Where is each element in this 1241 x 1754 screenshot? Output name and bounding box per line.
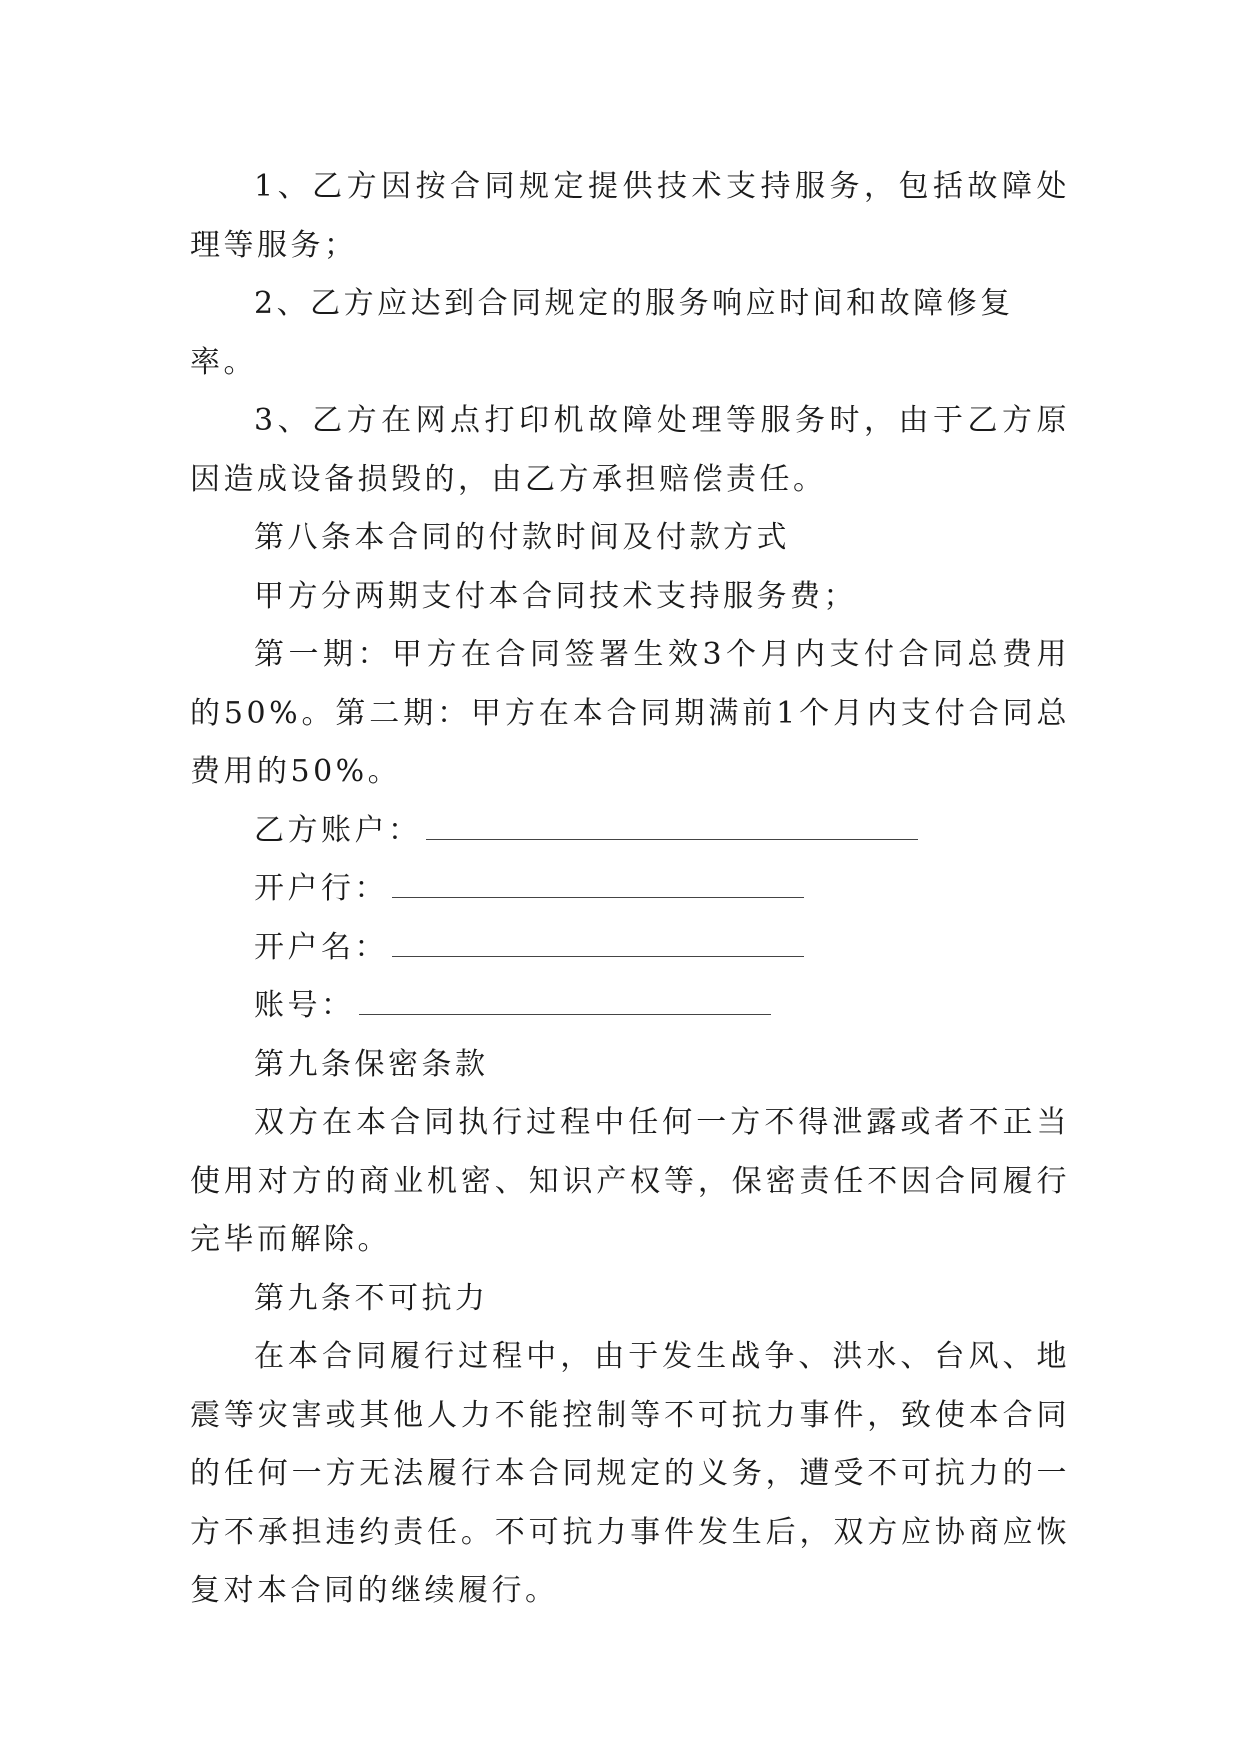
payment-intro: 甲方分两期支付本合同技术支持服务费；	[254, 578, 857, 614]
bank-blank-line[interactable]	[392, 875, 804, 898]
account-number-label: 账号：	[254, 988, 355, 1023]
bank-field	[190, 860, 1070, 919]
account-name-field	[190, 919, 1070, 978]
article-9-force-majeure-heading: 第九条不可抗力	[254, 1280, 489, 1316]
account-number-blank-line[interactable]	[359, 992, 771, 1015]
clause-item-3: 3、乙方在网点打印机故障处理等服务时，由于乙方原因造成设备损毁的，由乙方承担赔偿责任。	[190, 403, 1070, 497]
clause-item-2: 2、乙方应达到合同规定的服务响应时间和故障修复率。	[190, 286, 1014, 380]
clause-item-1: 1、乙方因按合同规定提供技术支持服务，包括故障处理等服务；	[190, 169, 1070, 263]
payment-schedule: 第一期：甲方在合同签署生效3个月内支付合同总费用的50%。第二期：甲方在本合同期满前1个月内支付合同总费用的50%。	[190, 637, 1070, 789]
article-9-confidentiality-heading: 第九条保密条款	[254, 1046, 489, 1082]
contract-text	[190, 158, 1070, 1621]
bank-label: 开户行：	[254, 871, 388, 906]
account-field	[190, 802, 1070, 861]
account-label: 乙方账户：	[254, 812, 422, 848]
force-majeure-clause: 在本合同履行过程中，由于发生战争、洪水、台风、地震等灾害或其他人力不能控制等不可抗力事件，致使本合同的任何一方无法履行本合同规定的义务，遭受不可抗力的一方不承担违约责任。不可抗力事件发生后，双方应协商应恢复对本合同的继续履行。	[190, 1339, 1070, 1608]
account-name-blank-line[interactable]	[392, 934, 804, 957]
article-8-heading: 第八条本合同的付款时间及付款方式	[254, 520, 790, 555]
account-blank-line[interactable]	[426, 817, 918, 840]
account-name-label: 开户名：	[254, 929, 388, 965]
confidentiality-clause: 双方在本合同执行过程中任何一方不得泄露或者不正当使用对方的商业机密、知识产权等，保密责任不因合同履行完毕而解除。	[190, 1105, 1070, 1257]
account-number-field	[190, 977, 1070, 1036]
